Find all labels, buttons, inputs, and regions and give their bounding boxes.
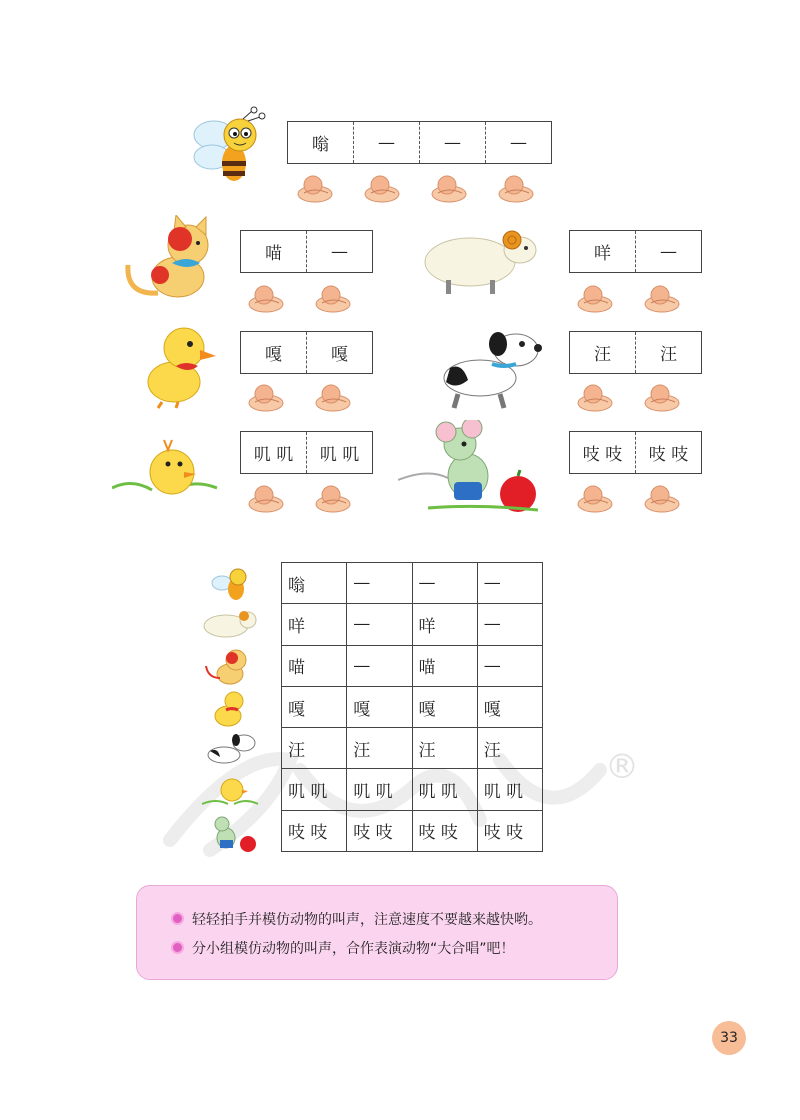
clap-hand-icon <box>430 173 468 203</box>
bee-rhythm-box <box>287 121 552 164</box>
duck-rhythm-box <box>240 331 373 374</box>
grid-cell: 嘎 <box>347 686 412 727</box>
clap-hand-icon <box>247 483 285 513</box>
rhythm-cell: 汪 <box>635 332 701 373</box>
dog-rhythm-box <box>569 331 702 374</box>
grid-cell: 吱 吱 <box>347 810 412 851</box>
grid-row <box>282 686 543 727</box>
rhythm-cell: 嘎 <box>265 345 282 365</box>
grid-row <box>282 810 543 851</box>
sheep-illustration <box>420 222 545 297</box>
rhythm-cell: 吱 吱 <box>582 445 623 465</box>
rhythm-cell: 吱 吱 <box>635 432 701 473</box>
grid-cell: 喵 <box>282 645 347 686</box>
grid-cell: 吱 吱 <box>412 810 477 851</box>
grid-row <box>282 728 543 769</box>
dog-illustration <box>428 322 548 410</box>
duck-mini-icon <box>200 688 260 728</box>
clap-hand-icon <box>643 483 681 513</box>
instruction-text: 分小组模仿动物的叫声，合作表演动物“大合唱”吧！ <box>192 940 515 957</box>
grid-row <box>282 604 543 645</box>
grid-cell: 吱 吱 <box>477 810 542 851</box>
cat-clap-hands <box>247 283 381 313</box>
bee-mini-icon <box>200 563 260 603</box>
rhythm-cell: — <box>419 122 485 163</box>
grid-cell: 叽 叽 <box>412 769 477 810</box>
grid-cell: 叽 叽 <box>477 769 542 810</box>
grid-cell: 叽 叽 <box>282 769 347 810</box>
clap-hand-icon <box>314 483 352 513</box>
duck-illustration <box>140 322 220 410</box>
grid-cell: 嘎 <box>282 686 347 727</box>
bee-illustration <box>188 105 270 187</box>
mouse-rhythm-box <box>569 431 702 474</box>
clap-hand-icon <box>314 382 352 412</box>
grid-cell: 喵 <box>412 645 477 686</box>
page-number: 33 <box>712 1021 746 1055</box>
grid-cell: — <box>477 645 542 686</box>
rhythm-cell: — <box>353 122 419 163</box>
clap-hand-icon <box>643 283 681 313</box>
clap-hand-icon <box>314 283 352 313</box>
clap-hand-icon <box>576 283 614 313</box>
clap-hand-icon <box>247 382 285 412</box>
grid-cell: — <box>477 604 542 645</box>
grid-row <box>282 563 543 604</box>
mouse-illustration <box>398 420 548 515</box>
instruction-item <box>171 904 617 933</box>
duck-clap-hands <box>247 382 381 412</box>
bee-clap-hands <box>296 173 564 203</box>
grid-cell: — <box>477 563 542 604</box>
clap-hand-icon <box>363 173 401 203</box>
grid-cell: — <box>412 563 477 604</box>
rhythm-summary-grid <box>281 562 543 852</box>
grid-cell: 咩 <box>282 604 347 645</box>
chick-illustration <box>112 428 222 506</box>
grid-cell: 吱 吱 <box>282 810 347 851</box>
grid-cell: 嘎 <box>477 686 542 727</box>
rhythm-cell: 嘎 <box>306 332 372 373</box>
cat-illustration <box>118 215 228 303</box>
rhythm-cell: 咩 <box>594 244 611 264</box>
rhythm-cell: 叽 叽 <box>306 432 372 473</box>
grid-cell: — <box>347 563 412 604</box>
grid-cell: — <box>347 604 412 645</box>
clap-hand-icon <box>247 283 285 313</box>
grid-cell: 汪 <box>282 728 347 769</box>
rhythm-cell: 喵 <box>265 244 282 264</box>
rhythm-cell: — <box>635 231 701 272</box>
clap-hand-icon <box>643 382 681 412</box>
grid-cell: 汪 <box>477 728 542 769</box>
grid-cell: 汪 <box>347 728 412 769</box>
grid-cell: — <box>347 645 412 686</box>
sheep-rhythm-box <box>569 230 702 273</box>
grid-cell: 叽 叽 <box>347 769 412 810</box>
cat-mini-icon <box>200 646 260 686</box>
chick-rhythm-box <box>240 431 373 474</box>
chick-mini-icon <box>200 770 260 810</box>
dog-mini-icon <box>200 729 260 769</box>
grid-row <box>282 769 543 810</box>
clap-hand-icon <box>296 173 334 203</box>
rhythm-cell: 汪 <box>594 345 611 365</box>
cat-rhythm-box <box>240 230 373 273</box>
chick-clap-hands <box>247 483 381 513</box>
grid-row <box>282 645 543 686</box>
clap-hand-icon <box>576 382 614 412</box>
sheep-clap-hands <box>576 283 710 313</box>
mouse-mini-icon <box>200 812 260 852</box>
sheep-mini-icon <box>200 604 260 644</box>
bullet-icon <box>171 912 184 925</box>
mouse-clap-hands <box>576 483 710 513</box>
bullet-icon <box>171 941 184 954</box>
grid-cell: 汪 <box>412 728 477 769</box>
dog-clap-hands <box>576 382 710 412</box>
instruction-item <box>171 933 617 962</box>
clap-hand-icon <box>497 173 535 203</box>
grid-cell: 嗡 <box>282 563 347 604</box>
svg-text:®: ® <box>605 747 639 787</box>
rhythm-cell: 嗡 <box>312 135 329 155</box>
rhythm-cell: — <box>485 122 551 163</box>
rhythm-cell: 叽 叽 <box>253 445 294 465</box>
grid-cell: 嘎 <box>412 686 477 727</box>
rhythm-cell: — <box>306 231 372 272</box>
instruction-text: 轻轻拍手并模仿动物的叫声，注意速度不要越来越快哟。 <box>192 911 542 928</box>
grid-cell: 咩 <box>412 604 477 645</box>
clap-hand-icon <box>576 483 614 513</box>
instruction-box <box>136 885 618 980</box>
